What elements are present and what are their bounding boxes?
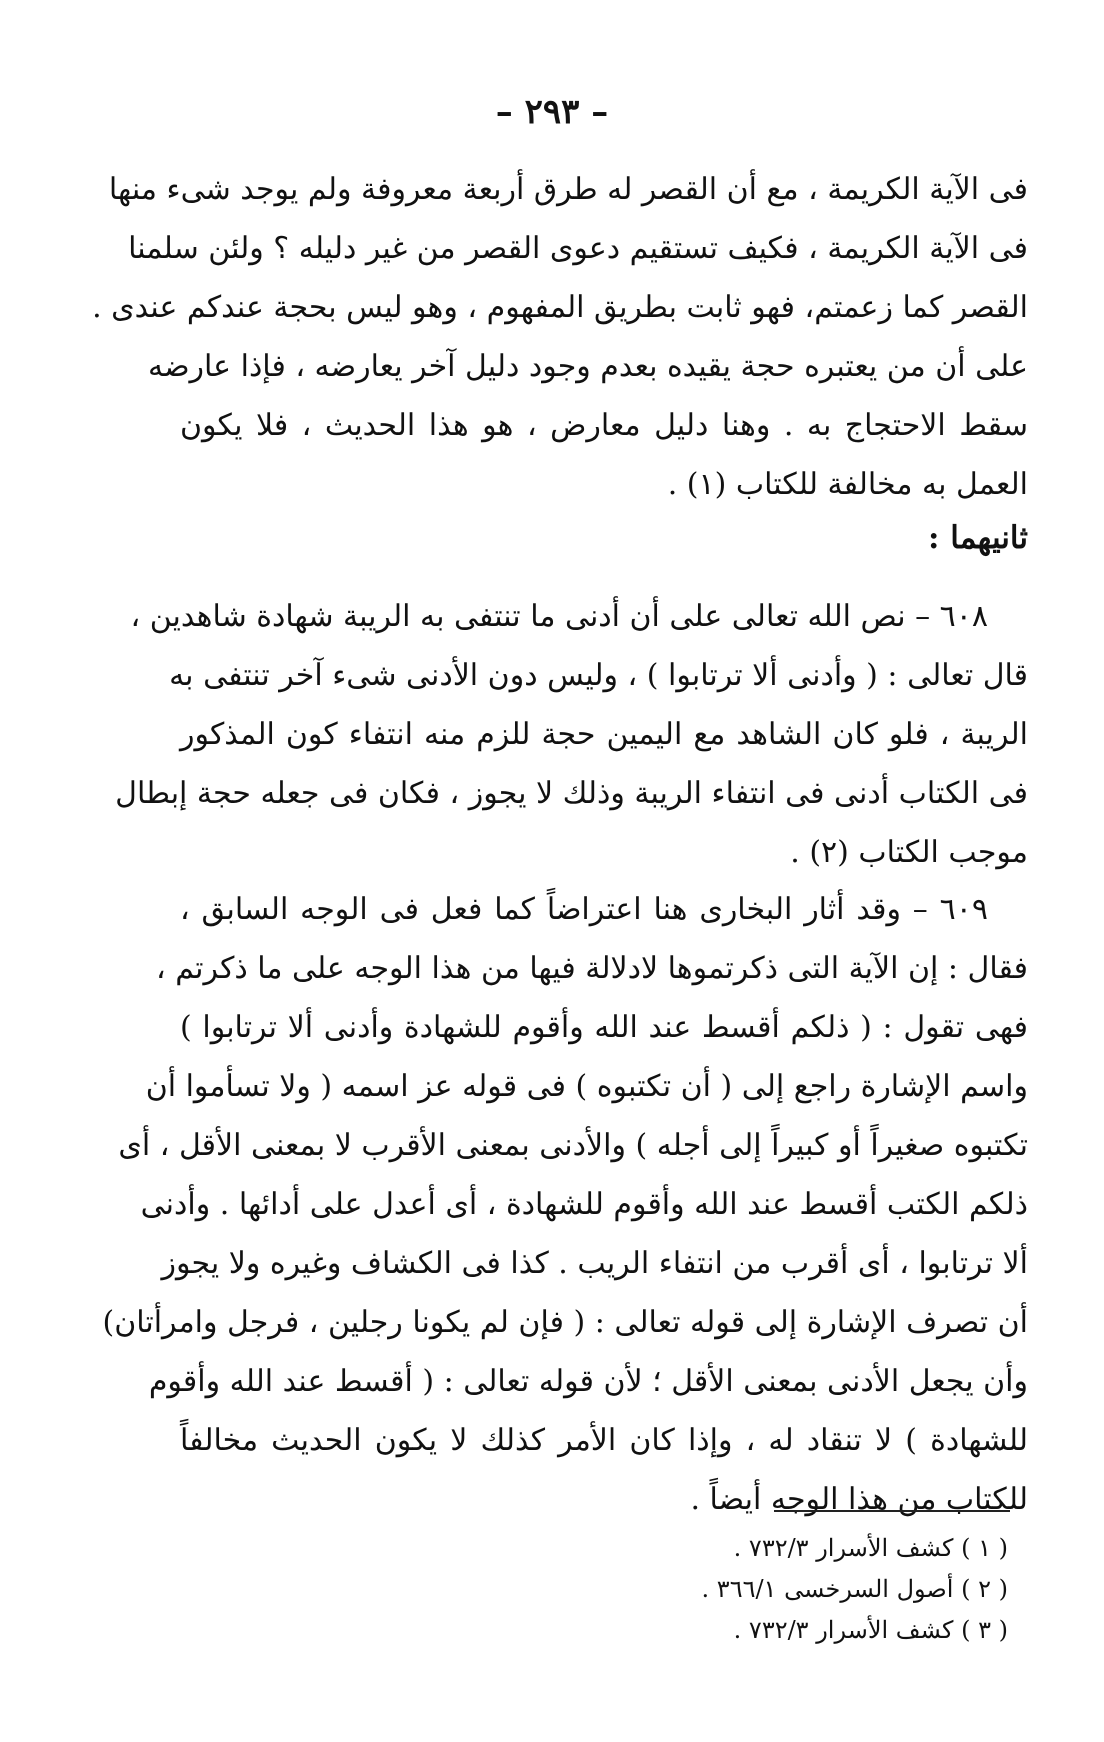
text-line: ٦٠٨ – نص الله تعالى على أن أدنى ما تنتفى به الريبة شهادة شاهدين ، (130, 599, 988, 634)
text-line: أن تصرف الإشارة إلى قوله تعالى : ( فإن لم يكونا رجلين ، فرجل وامرأتان) (102, 1305, 1028, 1340)
text-line: للشهادة ) لا تنقاد له ، وإذا كان الأمر كذلك لا يكون الحديث مخالفاً (180, 1423, 1028, 1458)
text-line: على أن من يعتبره حجة يقيده بعدم وجود دليل آخر يعارضه ، فإذا عارضه (147, 349, 1028, 384)
text-line: فهى تقول : ( ذلكم أقسط عند الله وأقوم للشهادة وأدنى ألا ترتابوا ) (180, 1010, 1028, 1045)
text-line: فى الآية الكريمة ، فكيف تستقيم دعوى القصر من غير دليله ؟ ولئن سلمنا (128, 231, 1028, 266)
section-heading: ثانيهما : (928, 520, 1028, 556)
page-number: – ٢٩٣ – (495, 92, 609, 132)
footnote-1: ( ١ ) كشف الأسرار ٧٣٢/٣ . (733, 1534, 1008, 1562)
text-line: ألا ترتابوا ، أى أقرب من انتفاء الريب . كذا فى الكشاف وغيره ولا يجوز (161, 1246, 1028, 1281)
text-line: قال تعالى : ( وأدنى ألا ترتابوا ) ، وليس دون الأدنى شىء آخر تنتفى به (169, 658, 1028, 693)
text-line: وأن يجعل الأدنى بمعنى الأقل ؛ لأن قوله تعالى : ( أقسط عند الله وأقوم (148, 1364, 1028, 1399)
paragraph-continuation (92, 160, 1028, 514)
text-line: فى الكتاب أدنى فى انتفاء الريبة وذلك لا يجوز ، فكان فى جعله حجة إبطال (115, 776, 1028, 811)
footnote-3: ( ٣ ) كشف الأسرار ٧٣٢/٣ . (733, 1616, 1008, 1644)
footnote-divider (774, 1510, 1010, 1512)
text-line: فقال : إن الآية التى ذكرتموها لادلالة فيها من هذا الوجه على ما ذكرتم ، (155, 951, 1028, 986)
text-line: الريبة ، فلو كان الشاهد مع اليمين حجة للزم منه انتفاء كون المذكور (180, 717, 1028, 752)
paragraph-608 (115, 587, 1028, 882)
text-line: تكتبوه صغيراً أو كبيراً إلى أجله ) والأدنى بمعنى الأقرب لا بمعنى الأقل ، أى (118, 1128, 1028, 1163)
text-line: القصر كما زعمتم، فهو ثابت بطريق المفهوم ، وهو ليس بحجة عندكم عندى . (92, 290, 1028, 325)
text-line: سقط الاحتجاج به . وهنا دليل معارض ، هو هذا الحديث ، فلا يكون (180, 408, 1028, 443)
text-line: فى الآية الكريمة ، مع أن القصر له طرق أربعة معروفة ولم يوجد شىء منها (108, 172, 1028, 207)
text-line: للكتاب من هذا الوجه أيضاً . (690, 1482, 1028, 1517)
footnotes (608, 1528, 1008, 1651)
text-line: العمل به مخالفة للكتاب (١) . (667, 467, 1028, 502)
text-line: موجب الكتاب (٢) . (790, 835, 1028, 870)
paragraph-609 (102, 880, 1028, 1529)
text-line: واسم الإشارة راجع إلى ( أن تكتبوه ) فى قوله عز اسمه ( ولا تسأموا أن (145, 1069, 1028, 1104)
footnote-2: ( ٢ ) أصول السرخسى ٣٦٦/١ . (701, 1575, 1008, 1603)
text-line: ذلكم الكتب أقسط عند الله وأقوم للشهادة ، أى أعدل على أدائها . وأدنى (140, 1187, 1028, 1222)
text-line: ٦٠٩ – وقد أثار البخارى هنا اعتراضاً كما فعل فى الوجه السابق ، (180, 892, 988, 927)
